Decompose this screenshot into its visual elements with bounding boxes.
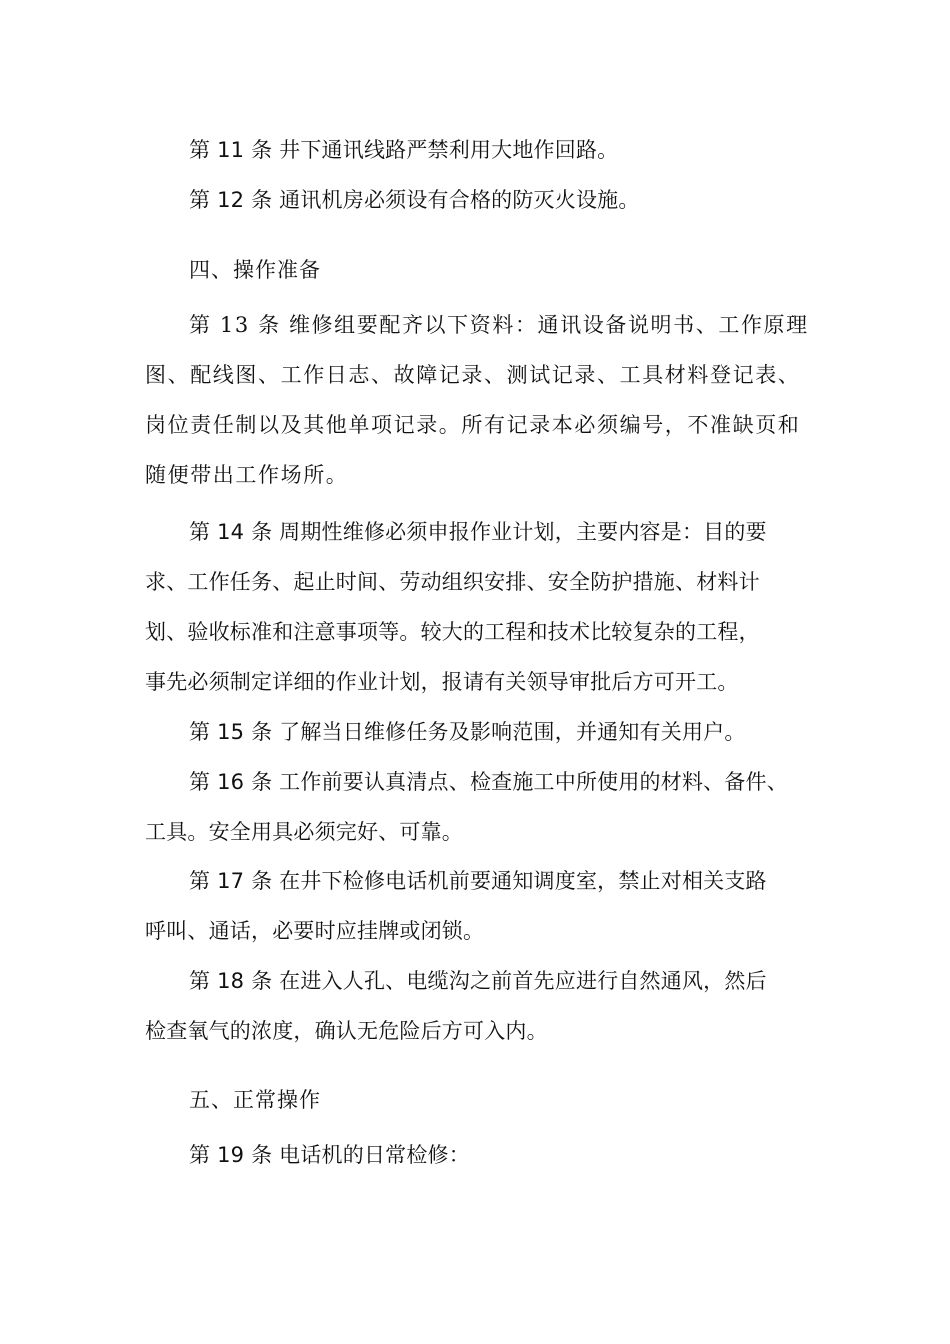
article-13-line-4: 随便带出工作场所。 (145, 463, 349, 487)
article-14-line-3: 划、验收标准和注意事项等。较大的工程和技术比较复杂的工程， (145, 620, 760, 644)
article-13-line-1: 第 13 条 维修组要配齐以下资料：通讯设备说明书、工作原理 (189, 313, 809, 337)
article-16-line-1: 第 16 条 工作前要认真清点、检查施工中所使用的材料、备件、 (189, 770, 788, 794)
section-heading-4: 四、操作准备 (189, 258, 321, 282)
article-11: 第 11 条 井下通讯线路严禁利用大地作回路。 (189, 138, 619, 162)
article-14-line-4: 事先必须制定详细的作业计划，报请有关领导审批后方可开工。 (145, 670, 739, 694)
article-18-line-1: 第 18 条 在进入人孔、电缆沟之前首先应进行自然通风，然后 (189, 969, 767, 993)
article-19: 第 19 条 电话机的日常检修： (189, 1143, 470, 1167)
article-15: 第 15 条 了解当日维修任务及影响范围，并通知有关用户。 (189, 720, 746, 744)
article-14-line-2: 求、工作任务、起止时间、劳动组织安排、安全防护措施、材料计 (145, 570, 760, 594)
article-18-line-2: 检查氧气的浓度，确认无危险后方可入内。 (145, 1019, 548, 1043)
article-12: 第 12 条 通讯机房必须设有合格的防灭火设施。 (189, 188, 640, 212)
article-16-line-2: 工具。安全用具必须完好、可靠。 (145, 820, 463, 844)
section-heading-5: 五、正常操作 (189, 1088, 321, 1112)
article-17-line-2: 呼叫、通话，必要时应挂牌或闭锁。 (145, 919, 485, 943)
article-13-line-2: 图、配线图、工作日志、故障记录、测试记录、工具材料登记表、 (145, 363, 801, 387)
article-13-line-3: 岗位责任制以及其他单项记录。所有记录本必须编号，不准缺页和 (145, 413, 801, 437)
article-17-line-1: 第 17 条 在井下检修电话机前要通知调度室，禁止对相关支路 (189, 869, 767, 893)
article-14-line-1: 第 14 条 周期性维修必须申报作业计划，主要内容是：目的要 (189, 520, 767, 544)
